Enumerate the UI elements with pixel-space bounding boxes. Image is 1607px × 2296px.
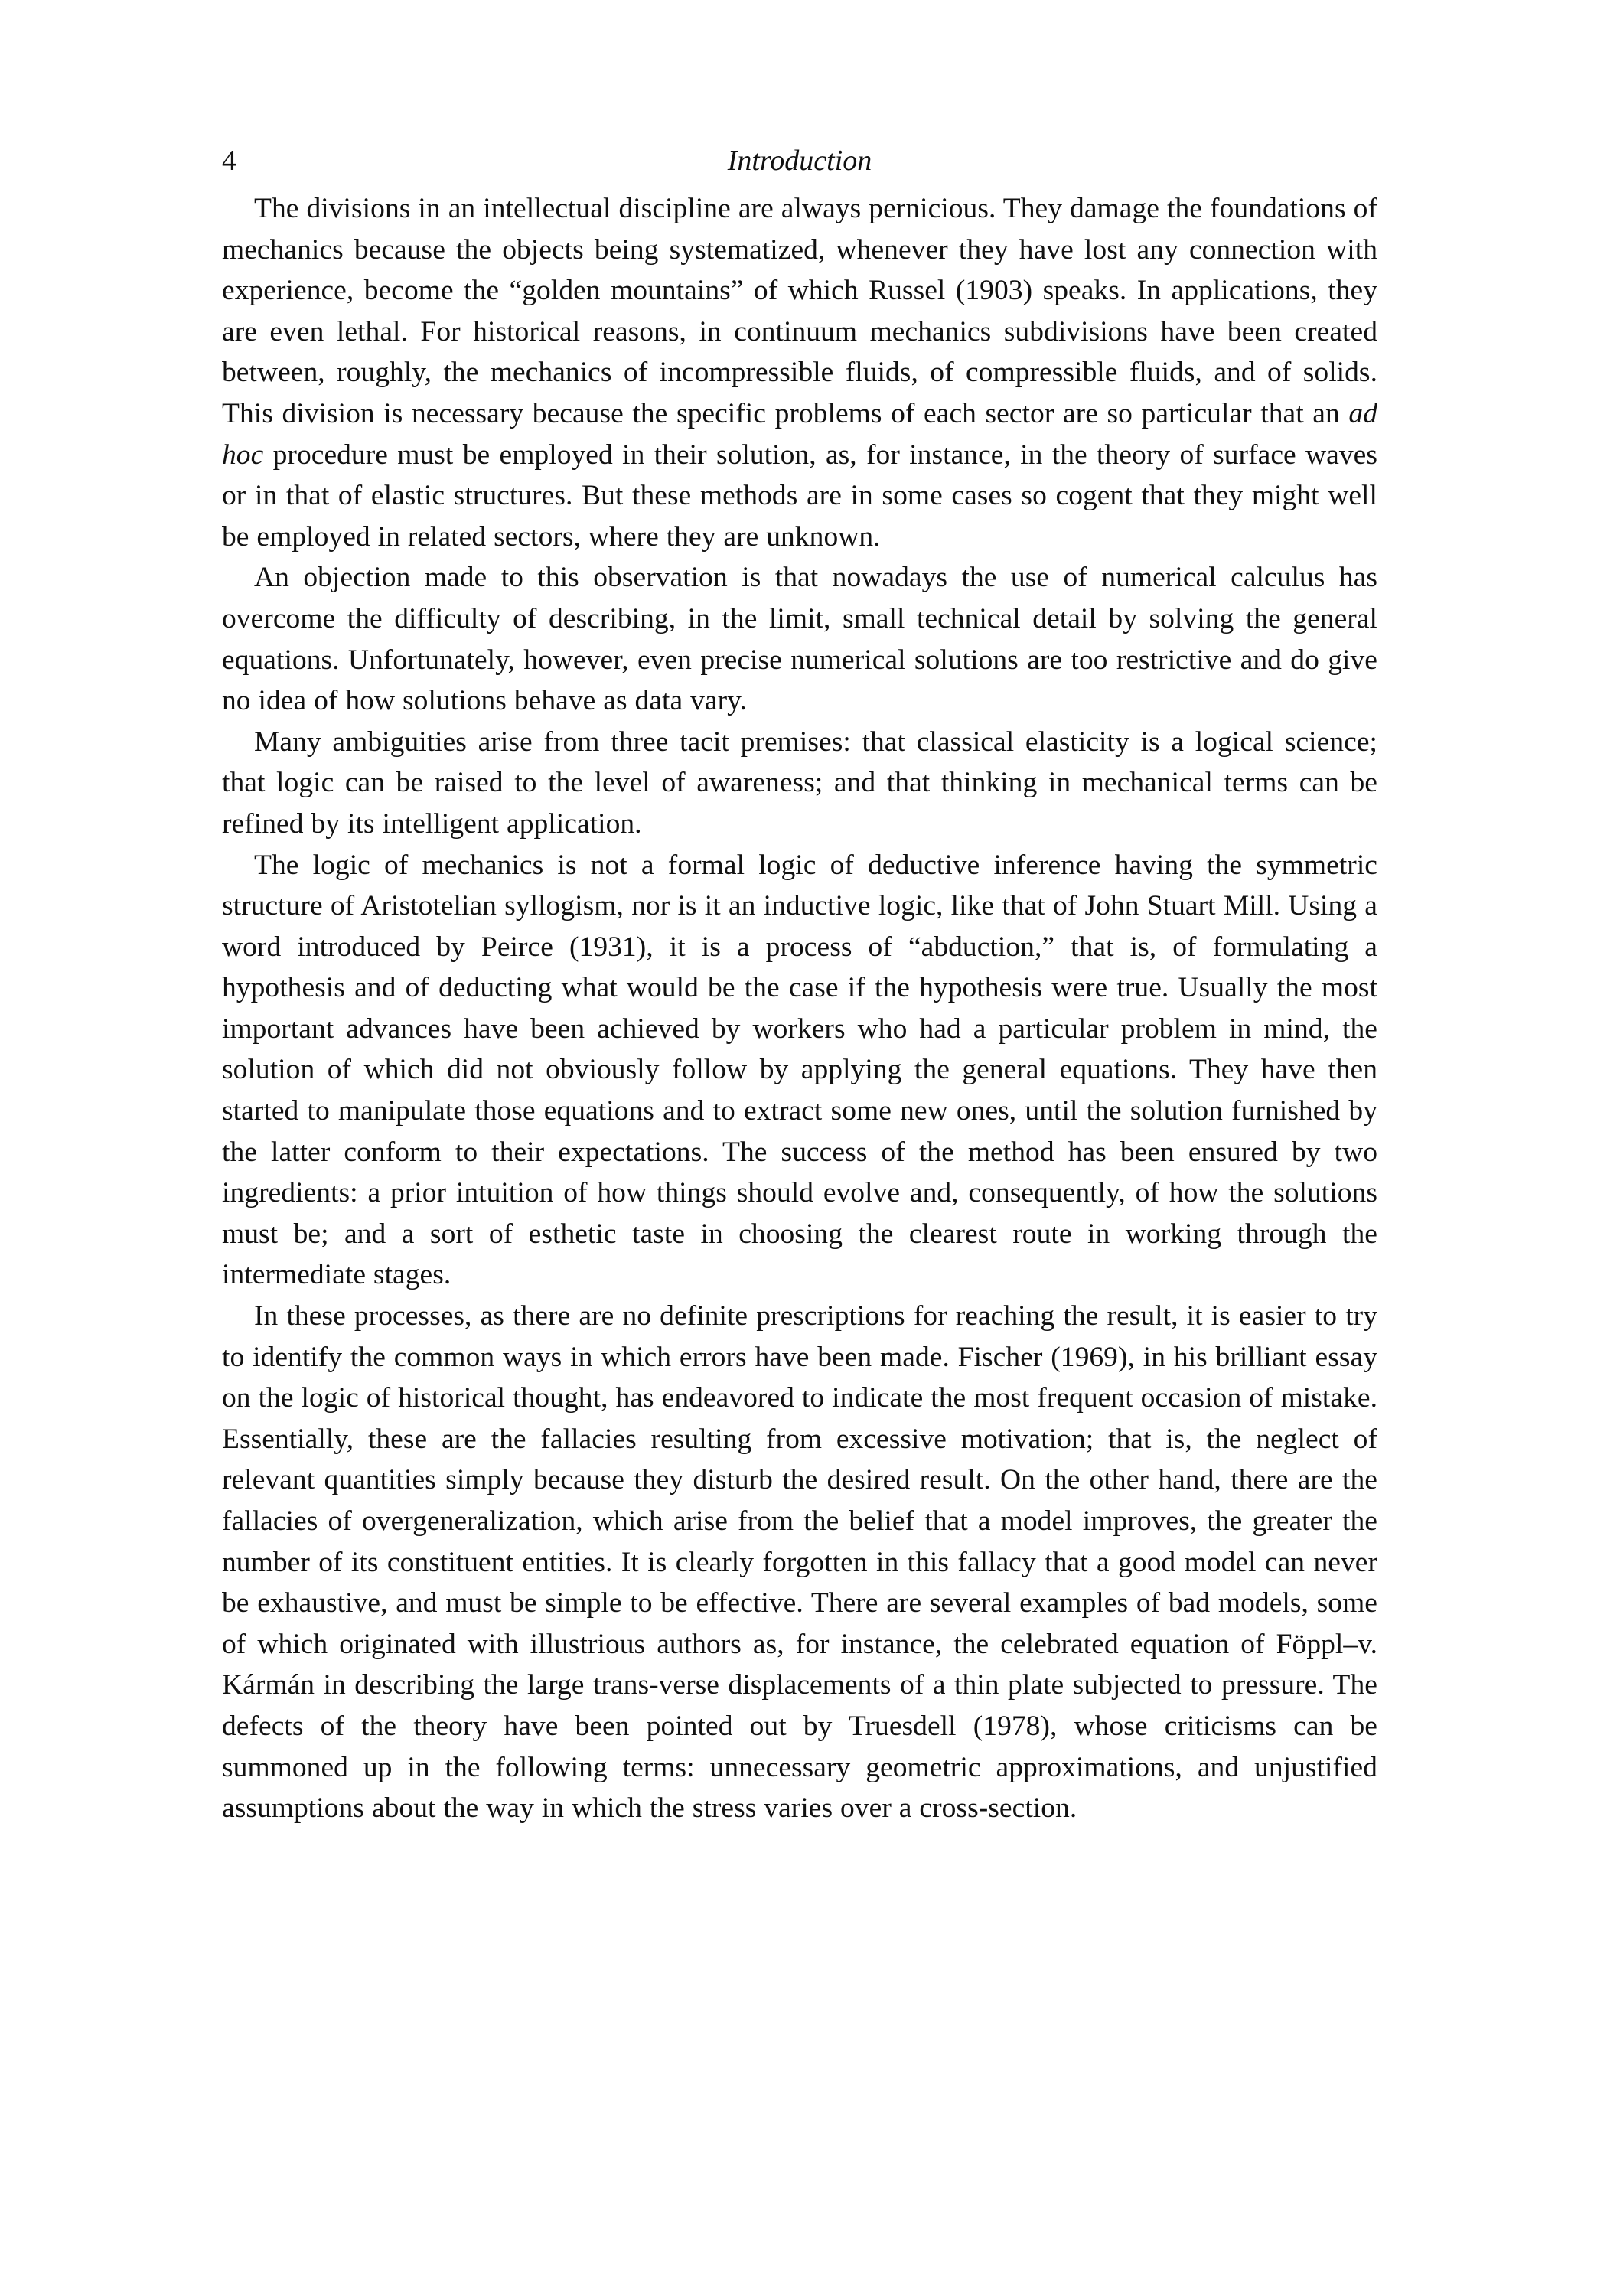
paragraph-5: In these processes, as there are no definite prescriptions for reaching the result, it is easier to try to identify the common ways in which errors have been made. Fischer (1969), in his brilliant essay on the logic of historical thought, has endeavored to indicate the most frequent occasion of mistake. Essentially, these are the fallacies resulting from excessive motivation; that is, the neglect of relevant quantities simply because they disturb the desired result. On the other hand, there are the fallacies of overgeneralization, which arise from the belief that a model improves, the greater the number of its constituent entities. It is clearly forgotten in this fallacy that a good model can never be exhaustive, and must be simple to be effective. There are several examples of bad models, some of which originated with illustrious authors as, for instance, the celebrated equation of Föppl–v. Kármán in describing the large trans-verse displacements of a thin plate subjected to pressure. The defects of the theory have been pointed out by Truesdell (1978), whose criticisms can be summoned up in the following terms: unnecessary geometric approximations, and unjustified assumptions about the way in which the stress varies over a cross-section.: [222, 1300, 1377, 1825]
book-page: [222, 142, 1377, 1829]
running-title: Introduction: [727, 145, 872, 177]
paragraph-3: Many ambiguities arise from three tacit premises: that classical elasticity is a logical science; that logic can be raised to the level of awareness; and that thinking in mechanical terms can be refined by its intelligent application.: [222, 726, 1377, 840]
paragraph-4: The logic of mechanics is not a formal logic of deductive inference having the symmetric structure of Aristotelian syllogism, nor is it an inductive logic, like that of John Stuart Mill. Using a word introduced by Peirce (1931), it is a process of “abduction,” that is, of formulating a hypothesis and of deducting what would be the case if the hypothesis were true. Usually the most important advances have been achieved by workers who had a particular problem in mind, the solution of which did not obviously follow by applying the general equations. They have then started to manipulate those equations and to extract some new ones, until the solution furnished by the latter conform to their expectations. The success of the method has been ensured by two ingredients: a prior intuition of how things should evolve and, consequently, of how the solutions must be; and a sort of esthetic taste in choosing the clearest route in working through the intermediate stages.: [222, 849, 1377, 1291]
paragraph-1-text-b: procedure must be employed in their solution, as, for instance, in the theory of surface waves or in that of elastic structures. But these methods are in some cases so cogent that they might well be employed in related sectors, where they are unknown.: [222, 439, 1377, 553]
paragraph-1-italic-ad-hoc: ad hoc: [222, 397, 1377, 471]
paragraph-1: [222, 188, 1377, 557]
running-head: [222, 142, 1377, 188]
paragraph-2: An objection made to this observation is that nowadays the use of numerical calculus has overcome the difficulty of describing, in the limit, small technical detail by solving the general equations. Unfortunately, however, even precise numerical solutions are too restrictive and do give no idea of how solutions behave as data vary.: [222, 562, 1377, 717]
body-text: [222, 188, 1377, 1829]
paragraph-1-text-a: The divisions in an intellectual discipline are always pernicious. They damage the foundations of mechanics because the objects being systematized, whenever they have lost any connection with experience, become the “golden mountains” of which Russel (1903) speaks. In applications, they are even lethal. For historical reasons, in continuum mechanics subdivisions have been created between, roughly, the mechanics of incompressible fluids, of compressible fluids, and of solids. This division is necessary because the specific problems of each sector are so particular that an: [222, 193, 1377, 429]
page-number: 4: [222, 145, 236, 177]
